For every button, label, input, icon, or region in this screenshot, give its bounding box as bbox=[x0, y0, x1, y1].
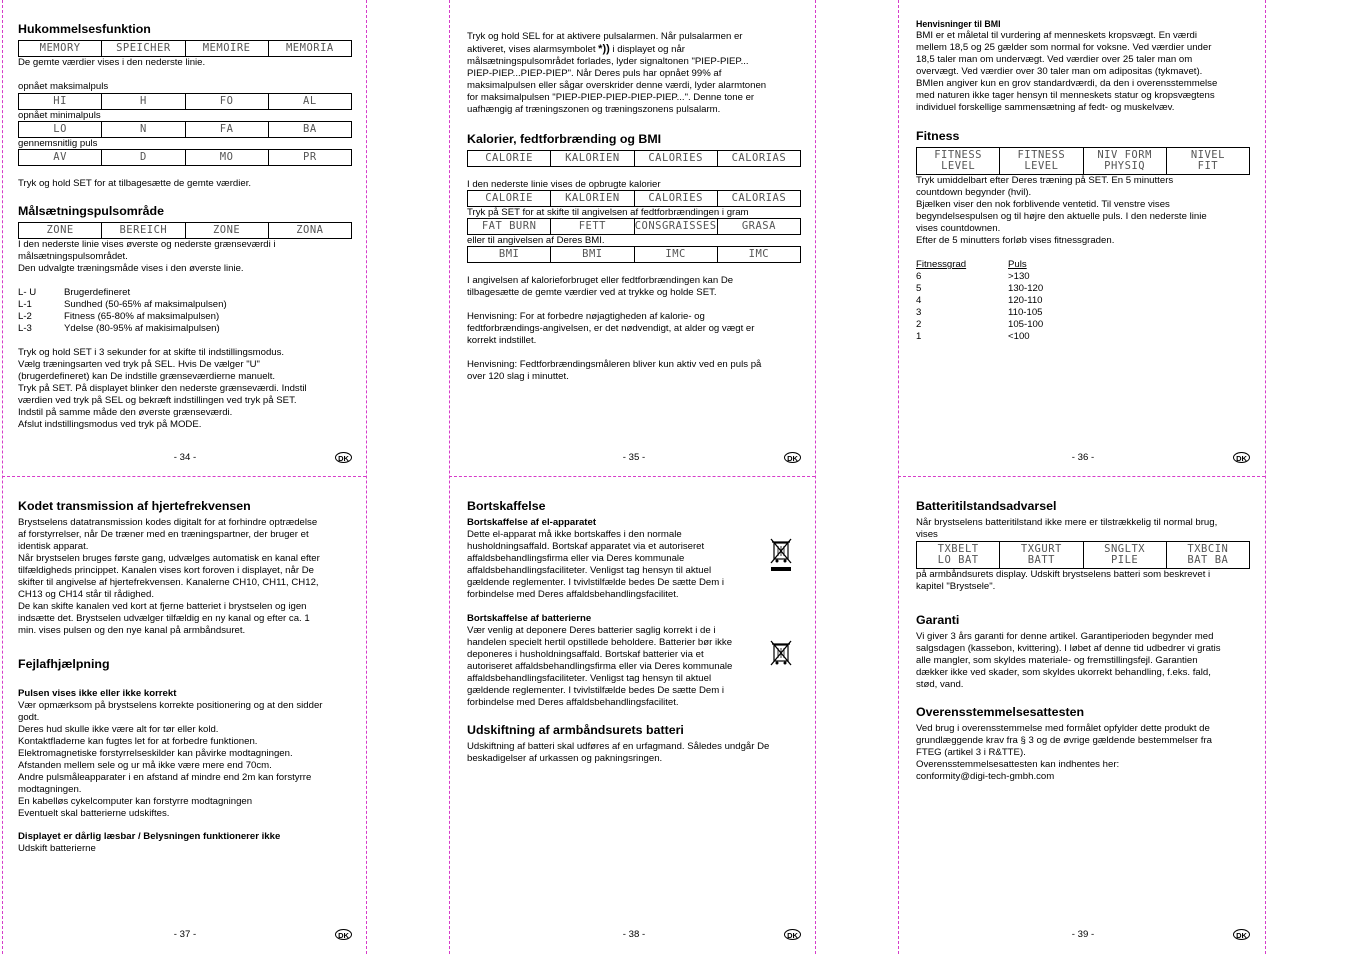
table-cell: 1 bbox=[916, 331, 922, 342]
country-badge: DK bbox=[335, 452, 352, 463]
cut-line bbox=[1265, 0, 1266, 954]
lcd-cell: LO bbox=[19, 122, 102, 137]
lcd-cell: CALORIE bbox=[468, 151, 551, 166]
page-36 bbox=[916, 18, 1250, 488]
body-text: Vær venlig at deponere Deres batterier saglig korrekt i de i handelen specielt hertil opstillede beholdere. Batterier bør ikke deponeres i husholdningsaffald. Bortskaf batterier via et autoriseret affaldsbehandlingsfirma eller via Deres kommunale affaldsbehandlingsfaciliteter. Venligst tag hensyn til aktuel gældende reglementer. I tvivlstilfælde bedes De sætte Dem i forbindelse med Deres affaldsbehandlingsfacilitet. bbox=[467, 625, 733, 708]
body-text: Dette el-apparat må ikke bortskaffes i den normale husholdningsaffald. Bortskaf apparatet via et autoriseret affaldsbehandlingsfirma eller via Deres kommunale affaldsbehandlingsfaciliteter. Venligst tag hensyn til aktuel gældende reglementer. I tvivlstilfælde bedes De sætte Dem i forbindelse med Deres affaldsbehandlingsfacilitet. bbox=[467, 529, 725, 600]
heading: Fitness bbox=[916, 129, 960, 143]
lcd-cell: TXBCIN BAT BA bbox=[1187, 543, 1229, 566]
page-footer bbox=[916, 929, 1250, 943]
heading: Overensstemmelsesattesten bbox=[916, 705, 1085, 719]
heading: Garanti bbox=[916, 613, 960, 627]
body-text: Ved brug i overensstemmelse med formålet opfylder dette produkt de grundlæggende krav fra § 3 og de øvrige gældende bestemmelser fra FTEG (artikel 3 i R&TTE). Overensstemmelsesattesten kan indhentes her: conformity@digi-tech-gmbh.com bbox=[916, 723, 1212, 782]
label: opnået maksimalpuls bbox=[18, 81, 109, 92]
table-cell: 120-110 bbox=[1008, 295, 1043, 306]
body-text: på armbåndsurets display. Udskift brystselens batteri som beskrevet i kapitel "Brystsele". bbox=[916, 569, 1211, 592]
lcd-display bbox=[916, 541, 1250, 569]
cut-line bbox=[815, 0, 816, 954]
lcd-cell: BA bbox=[303, 123, 317, 135]
lcd-cell: BEREICH bbox=[102, 223, 185, 238]
lcd-cell: BMI bbox=[551, 247, 634, 262]
crossed-bin-icon bbox=[769, 537, 793, 573]
page-number: - 35 - bbox=[622, 452, 646, 463]
heading: Kalorier, fedtforbrænding og BMI bbox=[467, 132, 662, 146]
table-cell: 5 bbox=[916, 283, 922, 294]
table-cell: <100 bbox=[1008, 331, 1030, 342]
subheading: Bortskaffelse af batterierne bbox=[467, 613, 592, 624]
country-badge: DK bbox=[1233, 452, 1250, 463]
lcd-display bbox=[467, 190, 801, 207]
alarm-icon: *)) bbox=[598, 43, 610, 55]
lcd-cell: NIV FORM PHYSIQ bbox=[1084, 148, 1167, 174]
lcd-cell: AL bbox=[303, 95, 317, 107]
table-cell: 6 bbox=[916, 271, 922, 282]
mode-code: L-3 bbox=[18, 323, 32, 334]
table-cell: 110-105 bbox=[1008, 307, 1043, 318]
body-text: Udskiftning af batteri skal udføres af en urfagmand. Således undgår De beskadigelser af urkassen og pakningsringen. bbox=[467, 741, 770, 764]
lcd-cell: FITNESS LEVEL bbox=[917, 148, 1000, 174]
country-badge: DK bbox=[784, 452, 801, 463]
lcd-cell: FA bbox=[186, 122, 269, 137]
body-text: Henvisning: Fedtforbrændingsmåleren bliver kun aktiv ved en puls på over 120 slag i minuttet. bbox=[467, 359, 762, 382]
disposal-row bbox=[467, 529, 801, 601]
mode-text: Ydelse (80-95% af makisimalpulsen) bbox=[64, 323, 220, 334]
mode-code: L-1 bbox=[18, 299, 32, 310]
cut-line bbox=[449, 0, 450, 954]
lcd-cell: HI bbox=[19, 94, 102, 109]
lcd-cell: FETT bbox=[551, 219, 634, 234]
body-text: Tryk umiddelbart efter Deres træning på SET. En 5 minutters countdown begynder (hvil). Bjælken viser den nok forblivende ventetid. Til venstre vises begyndelsespulsen og til højre den aktuelle puls. I den nederste linie vises countdownen. Efter de 5 minutters forløb vises fitnessgraden. bbox=[916, 175, 1207, 246]
country-badge: DK bbox=[335, 929, 352, 940]
table-cell: 105-100 bbox=[1008, 319, 1044, 330]
lcd-display bbox=[18, 93, 352, 110]
body-text: BMI er et måletal til vurdering af menneskets kropsvægt. En værdi mellem 18,5 og 25 gælder som normal for voksne. Ved værdier under 18,5 taler man om undervægt. Ved værdier over 25 taler man om overvægt. Ved værdier over 30 taler man om adipositas (tykmavet). BMIen angiver kun en grov standardværdi, da den i overensstemmelse med naturen ikke tager hensyn til menneskets statur og kropsvægtens individuel forskellige sammensætning af fedt- og muskelvæv. bbox=[916, 30, 1218, 113]
crossed-bin-icon bbox=[769, 639, 793, 675]
lcd-cell: ZONE bbox=[186, 223, 269, 238]
lcd-cell: MEMORY bbox=[19, 41, 102, 56]
table-header: Fitnessgrad bbox=[916, 259, 967, 270]
page-number: - 36 - bbox=[1071, 452, 1095, 463]
table-cell: 3 bbox=[916, 307, 922, 318]
label: I den nederste linie vises de opbrugte kalorier bbox=[467, 179, 661, 190]
lcd-cell: TXGURT BATT bbox=[1000, 542, 1083, 568]
body-text: I angivelsen af kalorieforbruget eller fedtforbrændingen kan De tilbagesætte de gemte værdier ved at trykke og holde SET. bbox=[467, 275, 734, 298]
subheading: Henvisninger til BMI bbox=[916, 19, 1001, 29]
mode-text: Fitness (65-80% af maksimalpulsen) bbox=[64, 311, 220, 322]
lcd-cell: IMC bbox=[748, 248, 770, 260]
mode-text: Brugerdefineret bbox=[64, 287, 131, 298]
lcd-cell: D bbox=[102, 150, 185, 165]
cut-line bbox=[898, 0, 899, 954]
label: eller til angivelsen af Deres BMI. bbox=[467, 235, 605, 246]
body-text: Tryk og hold SET i 3 sekunder for at skifte til indstillingsmodus. Vælg træningsarten ved tryk på SEL. Hvis De vælger "U" (brugerdefineret) kan De indstille grænseværdierne manuelt. Tryk på SET. På displayet blinker den nederste grænseværdi. Indstil værdien ved tryk på SEL og bekræft indstillingen ved tryk på SET. Indstil på samme måde den øverste grænseværdi. Afslut indstillingsmodus ved tryk på MODE. bbox=[18, 347, 307, 430]
text-span: Tryk og hold SEL for at aktivere pulsalarmen. Når pulsalarmen er aktiveret, vises alarmsymbolet bbox=[467, 31, 743, 55]
lcd-display bbox=[467, 150, 801, 167]
lcd-cell: ZONA bbox=[296, 224, 324, 236]
page-footer bbox=[467, 929, 801, 943]
page-37 bbox=[18, 499, 352, 969]
body-text bbox=[467, 31, 801, 116]
country-badge: DK bbox=[1233, 929, 1250, 940]
lcd-cell: CALORIE bbox=[468, 191, 551, 206]
lcd-cell: PR bbox=[303, 151, 317, 163]
body-text: Når brystselens batteritilstand ikke mere er tilstrækkelig til normal brug, vises bbox=[916, 517, 1218, 540]
lcd-cell: N bbox=[102, 122, 185, 137]
lcd-cell: BMI bbox=[468, 247, 551, 262]
body-text: I den nederste linie vises øverste og nederste grænseværdi i målsætningspulsområdet. Den udvalgte træningsmåde vises i den øverste linie. bbox=[18, 239, 276, 274]
subheading: Pulsen vises ikke eller ikke korrekt bbox=[18, 688, 177, 699]
body-text: Tryk og hold SET for at tilbagesætte de gemte værdier. bbox=[18, 178, 252, 189]
page-38 bbox=[467, 499, 801, 969]
mode-code: L-2 bbox=[18, 311, 32, 322]
lcd-cell: FITNESS LEVEL bbox=[1000, 148, 1083, 174]
lcd-cell: FO bbox=[186, 94, 269, 109]
mode-code: L- U bbox=[18, 287, 37, 298]
table-header: Puls bbox=[1008, 259, 1027, 270]
table-cell: 2 bbox=[916, 319, 922, 330]
heading: Fejlafhjælpning bbox=[18, 657, 110, 671]
body-text: Brystselens datatransmission kodes digitalt for at forhindre optrædelse af forstyrrelser, når De træner med en træningspartner, der bruger et identisk apparat. Når brystselen bruges første gang, udvælges automatisk en kanal efter tilfældigheds princippet. Kanalen vises kort foroven i displayet, når De skifter til angivelse af hjertefrekvensen. Kanalerne CH10, CH11, CH12, CH13 og CH14 står til rådighed. De kan skifte kanalen ved kort at fjerne batteriet i brystselen og igen indsætte det. Brystselen udvælger tilfældig en ny kanal og efter ca. 1 min. vises pulsen og den nye kanal på armbåndsuret. bbox=[18, 517, 320, 636]
heading: Kodet transmission af hjertefrekvensen bbox=[18, 499, 251, 513]
lcd-cell: H bbox=[102, 94, 185, 109]
lcd-cell: CALORIAS bbox=[731, 192, 787, 204]
label: opnået minimalpuls bbox=[18, 110, 101, 121]
lcd-cell: KALORIEN bbox=[551, 151, 634, 166]
page-footer bbox=[18, 452, 352, 466]
lcd-cell: ZONE bbox=[19, 223, 102, 238]
heading: Målsætningspulsområde bbox=[18, 204, 164, 218]
lcd-cell: MO bbox=[186, 150, 269, 165]
body-text: Henvisning: For at forbedre nøjagtigheden af kalorie- og fedtforbrændings-angivelsen, er det nødvendigt, at alder og vægt er korrekt indstillet. bbox=[467, 311, 755, 346]
mode-text: Sundhed (50-65% af maksimalpulsen) bbox=[64, 299, 227, 310]
lcd-cell: SNGLTX PILE bbox=[1084, 542, 1167, 568]
page-footer bbox=[467, 452, 801, 466]
lcd-cell: CONSGRAISSES bbox=[634, 220, 717, 232]
lcd-display bbox=[18, 121, 352, 138]
page-footer bbox=[18, 929, 352, 943]
lcd-display bbox=[916, 147, 1250, 175]
label: gennemsnitlig puls bbox=[18, 138, 98, 149]
body-text: Udskift batterierne bbox=[18, 843, 96, 854]
page-number: - 38 - bbox=[622, 929, 646, 940]
fitness-table bbox=[916, 259, 1250, 343]
lcd-cell: CALORIAS bbox=[731, 152, 787, 164]
page-number: - 37 - bbox=[173, 929, 197, 940]
table-cell: 4 bbox=[916, 295, 922, 306]
lcd-cell: MEMOIRE bbox=[186, 41, 269, 56]
page-34 bbox=[18, 22, 352, 492]
heading: Hukommelsesfunktion bbox=[18, 22, 151, 36]
disposal-row bbox=[467, 625, 801, 709]
body-text: Vær opmærksom på brystselens korrekte positionering og at den sidder godt. Deres hud skulle ikke være alt for tør eller kold. Kontaktfladerne kan fugtes let for at forbedre funktionen. Elektromagnetiske forstyrrelseskilder kan påvirke modtagningen. Afstanden mellem sele og ur må ikke være mere end 70cm. Andre pulsmåleapparater i en afstand af mindre end 2m kan forstyrre modtagningen. En kabelløs cykelcomputer kan forstyrre modtagningen Eventuelt skal batterierne udskiftes. bbox=[18, 700, 323, 819]
lcd-cell: AV bbox=[19, 150, 102, 165]
lcd-cell: NIVEL FIT bbox=[1190, 149, 1225, 172]
body-text: Vi giver 3 års garanti for denne artikel. Garantiperioden begynder med salgsdagen (kassebon, kvittering). I løbet af denne tid udbedrer vi gratis alle mangler, som skyldes materiale- og fremstillingsfejl. Garantien dækker ikke ved skader, som skyldes ukorrekt behandling, f.eks. fald, stød, vand. bbox=[916, 631, 1221, 690]
page-35 bbox=[467, 31, 801, 501]
page-footer bbox=[916, 452, 1250, 466]
lcd-cell: CALORIES bbox=[635, 151, 718, 166]
table-cell: >130 bbox=[1008, 271, 1030, 282]
lcd-cell: TXBELT LO BAT bbox=[917, 542, 1000, 568]
heading: Batteritilstandsadvarsel bbox=[916, 499, 1057, 513]
page-39 bbox=[916, 499, 1250, 969]
mode-list bbox=[18, 287, 352, 335]
lcd-display bbox=[467, 218, 801, 235]
body-text: De gemte værdier vises i den nederste linie. bbox=[18, 57, 206, 68]
lcd-cell: SPEICHER bbox=[102, 41, 185, 56]
table-cell: 130-120 bbox=[1008, 283, 1044, 294]
subheading: Bortskaffelse af el-apparatet bbox=[467, 517, 597, 528]
lcd-cell: MEMORIA bbox=[285, 42, 334, 54]
lcd-cell: IMC bbox=[635, 247, 718, 262]
text-span: i displayet og når målsætningspulsområdet forlades, lyder signaltonen "PIEP-PIEP... PIEP-PIEP...PIEP-PIEP". Når Deres puls har opnået 99% af maksimalpulsen eller sågar overskrider denne værdi, lyder alarmtonen for maksimalpulsen "PIEP-PIEP-PIEP-PIEP-PIEP...". Denne tone er uafhængig af træningszonen og træningszonens pulsalarm. bbox=[467, 44, 767, 115]
cut-line bbox=[366, 0, 367, 954]
heading: Udskiftning af armbåndsurets batteri bbox=[467, 723, 684, 737]
lcd-cell: KALORIEN bbox=[551, 191, 634, 206]
lcd-cell: FAT BURN bbox=[468, 219, 551, 234]
heading: Bortskaffelse bbox=[467, 499, 546, 513]
lcd-display bbox=[18, 40, 352, 57]
lcd-cell: GRASA bbox=[741, 220, 776, 232]
lcd-display bbox=[18, 149, 352, 166]
cut-line bbox=[2, 0, 3, 954]
lcd-cell: CALORIES bbox=[635, 191, 718, 206]
page-number: - 39 - bbox=[1071, 929, 1095, 940]
lcd-display bbox=[467, 246, 801, 263]
lcd-display bbox=[18, 222, 352, 239]
subheading: Displayet er dårlig læsbar / Belysningen funktionerer ikke bbox=[18, 831, 281, 842]
page-number: - 34 - bbox=[173, 452, 197, 463]
country-badge: DK bbox=[784, 929, 801, 940]
label: Tryk på SET for at skifte til angivelsen af fedtforbrændingen i gram bbox=[467, 207, 749, 218]
